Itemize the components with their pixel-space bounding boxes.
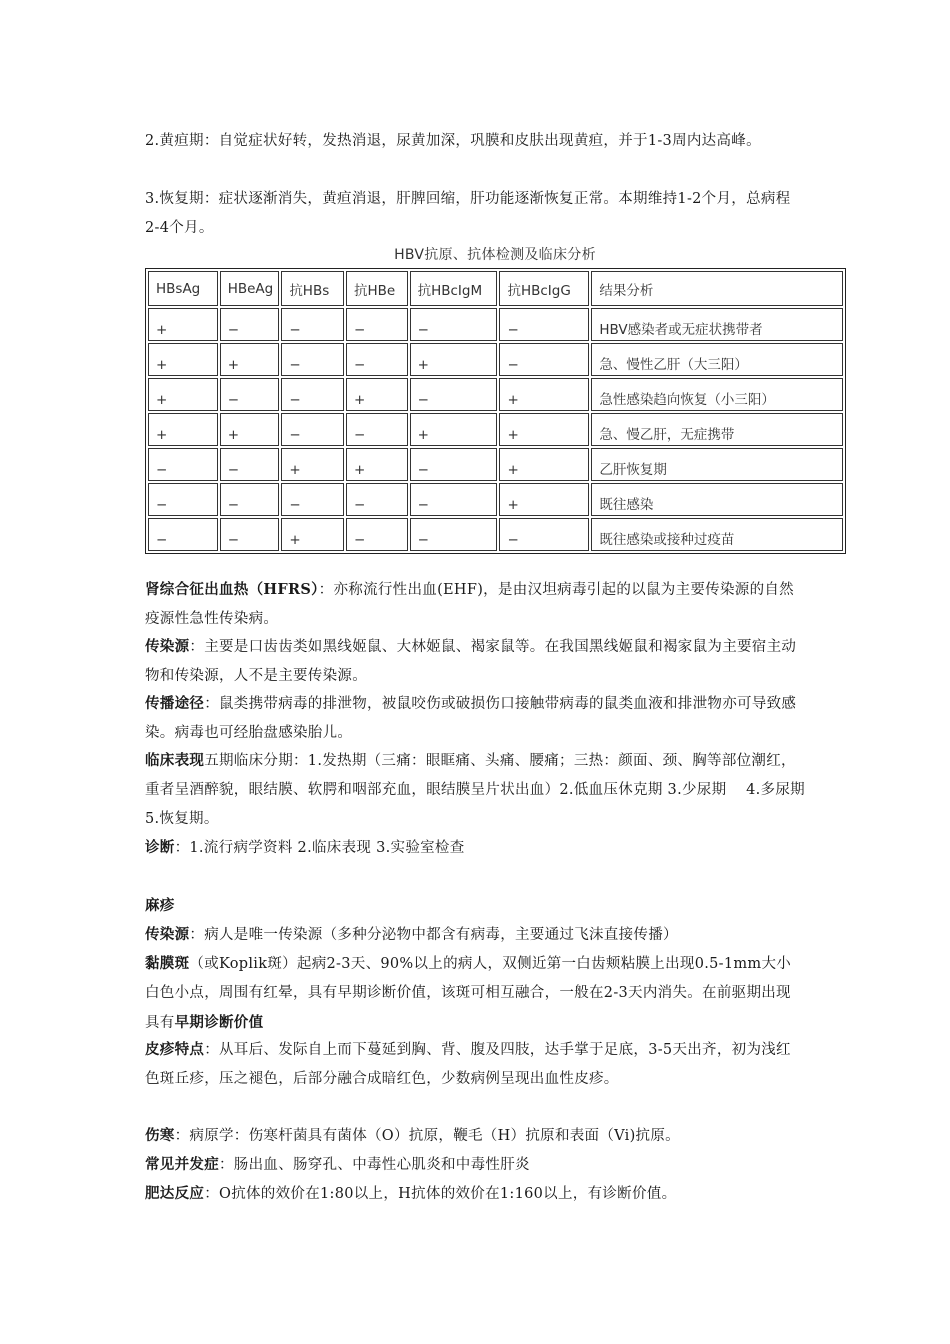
hfrs-route-text: ：鼠类携带病毒的排泄物，被鼠咬伤或破损伤口接触带病毒的鼠类血液和排泄物亦可导致感染。病毒也可经胎盘感染胎儿。 bbox=[145, 696, 797, 741]
marker-cell: − bbox=[281, 483, 344, 516]
table-header-cell: HBeAg bbox=[220, 271, 280, 306]
complications-text: ：肠出血、肠穿孔、中毒性心肌炎和中毒性肝炎 bbox=[219, 1157, 530, 1173]
table-row bbox=[148, 343, 843, 376]
marker-cell: − bbox=[148, 483, 218, 516]
measles-heading: 麻疹 bbox=[145, 897, 175, 914]
marker-cell: − bbox=[220, 448, 280, 481]
table-header-cell: 抗HBcIgM bbox=[410, 271, 498, 306]
marker-cell: + bbox=[499, 448, 589, 481]
marker-cell: − bbox=[220, 518, 280, 551]
marker-cell: + bbox=[148, 378, 218, 411]
hfrs-intro-text: ：亦称流行性出血(EHF)，是由汉坦病毒引起的以鼠为主要传染源的自然疫源性急性传染病。 bbox=[145, 582, 794, 627]
marker-cell: + bbox=[346, 378, 408, 411]
hfrs-route-term: 传播途径 bbox=[145, 695, 205, 712]
measles-source-text: ：病人是唯一传染源（多种分泌物中都含有病毒，主要通过飞沫直接传播） bbox=[189, 927, 678, 943]
measles-source-term: 传染源 bbox=[145, 926, 190, 943]
marker-cell: + bbox=[499, 413, 589, 446]
table-row bbox=[148, 448, 843, 481]
marker-cell: − bbox=[346, 483, 408, 516]
koplik-term: 黏膜斑 bbox=[145, 955, 190, 972]
marker-cell: − bbox=[410, 448, 498, 481]
hfrs-clinical-paragraph bbox=[145, 746, 820, 834]
marker-cell: − bbox=[346, 343, 408, 376]
marker-cell: − bbox=[499, 518, 589, 551]
rash-paragraph bbox=[145, 1035, 805, 1094]
marker-cell: − bbox=[346, 308, 408, 341]
marker-cell: − bbox=[410, 308, 498, 341]
hfrs-source-text: ：主要是口齿齿类如黑线姬鼠、大林姬鼠、褐家鼠等。在我国黑线姬鼠和褐家鼠为主要宿主动物和传染源，人不是主要传染源。 bbox=[145, 639, 797, 684]
widal-paragraph bbox=[145, 1179, 805, 1209]
result-analysis-cell: 急、慢乙肝，无症携带 bbox=[591, 413, 843, 446]
marker-cell: − bbox=[346, 413, 408, 446]
hbv-table bbox=[145, 268, 846, 554]
koplik-paragraph bbox=[145, 949, 805, 1038]
hfrs-term: 肾综合征出血热（HFRS） bbox=[145, 581, 319, 598]
result-analysis-cell: 既往感染或接种过疫苗 bbox=[591, 518, 843, 551]
result-analysis-cell: 既往感染 bbox=[591, 483, 843, 516]
hfrs-intro-paragraph bbox=[145, 575, 805, 634]
marker-cell: + bbox=[281, 518, 344, 551]
hfrs-route-paragraph bbox=[145, 689, 805, 748]
marker-cell: − bbox=[220, 483, 280, 516]
table-row bbox=[148, 378, 843, 411]
marker-cell: − bbox=[410, 483, 498, 516]
complications-term: 常见并发症 bbox=[145, 1156, 219, 1173]
marker-cell: + bbox=[281, 448, 344, 481]
marker-cell: + bbox=[148, 413, 218, 446]
marker-cell: − bbox=[281, 308, 344, 341]
table-header-cell: 抗HBs bbox=[281, 271, 344, 306]
marker-cell: + bbox=[346, 448, 408, 481]
jaundice-stage-paragraph: 2.黄疸期：自觉症状好转，发热消退，尿黄加深，巩膜和皮肤出现黄疸，并于1-3周内达高峰。 bbox=[145, 133, 761, 149]
marker-cell: + bbox=[220, 413, 280, 446]
hfrs-clinical-text: 五期临床分期：1.发热期（三痛：眼眶痛、头痛、腰痛；三热：颜面、颈、胸等部位潮红，重者呈酒醉貌，眼结膜、软腭和咽部充血，眼结膜呈片状出血）2.低血压休克期 3.少尿期 4.多尿期 5.恢复期。 bbox=[145, 753, 820, 827]
table-row bbox=[148, 518, 843, 551]
result-analysis-cell: 急性感染趋向恢复（小三阳） bbox=[591, 378, 843, 411]
hfrs-diagnosis-text: ：1.流行病学资料 2.临床表现 3.实验室检查 bbox=[174, 840, 465, 856]
rash-text: ：从耳后、发际自上而下蔓延到胸、背、腹及四肢，达手掌于足底，3-5天出齐，初为浅红色斑丘疹，压之褪色，后部分融合成暗红色，少数病例呈现出血性皮疹。 bbox=[145, 1042, 791, 1087]
marker-cell: + bbox=[410, 413, 498, 446]
marker-cell: − bbox=[410, 518, 498, 551]
widal-text: ：O抗体的效价在1:80以上，H抗体的效价在1:160以上，有诊断价值。 bbox=[204, 1186, 677, 1202]
marker-cell: + bbox=[499, 483, 589, 516]
koplik-bold-text: 早期诊断价值 bbox=[174, 1014, 264, 1031]
table-header-cell: 结果分析 bbox=[591, 271, 843, 306]
measles-source-paragraph bbox=[145, 920, 805, 950]
recovery-stage-paragraph: 3.恢复期：症状逐渐消失，黄疸消退，肝脾回缩，肝功能逐渐恢复正常。本期维持1-2个月，总病程2-4个月。 bbox=[145, 191, 791, 236]
table-row bbox=[148, 483, 843, 516]
marker-cell: − bbox=[281, 413, 344, 446]
marker-cell: − bbox=[148, 448, 218, 481]
typhoid-term: 伤寒 bbox=[145, 1127, 175, 1144]
marker-cell: − bbox=[148, 518, 218, 551]
hfrs-diagnosis-term: 诊断 bbox=[145, 839, 175, 856]
marker-cell: − bbox=[499, 343, 589, 376]
table-header-row bbox=[148, 271, 843, 306]
typhoid-paragraph bbox=[145, 1121, 805, 1151]
widal-term: 肥达反应 bbox=[145, 1185, 205, 1202]
table-row bbox=[148, 308, 843, 341]
result-analysis-cell: 急、慢性乙肝（大三阳） bbox=[591, 343, 843, 376]
typhoid-text: ：病原学：伤寒杆菌具有菌体（O）抗原，鞭毛（H）抗原和表面（Vi)抗原。 bbox=[174, 1128, 680, 1144]
result-analysis-cell: HBV感染者或无症状携带者 bbox=[591, 308, 843, 341]
marker-cell: + bbox=[220, 343, 280, 376]
complications-paragraph bbox=[145, 1150, 805, 1180]
marker-cell: − bbox=[499, 308, 589, 341]
rash-term: 皮疹特点 bbox=[145, 1041, 205, 1058]
hfrs-source-paragraph bbox=[145, 632, 805, 691]
hfrs-source-term: 传染源 bbox=[145, 638, 190, 655]
marker-cell: − bbox=[281, 343, 344, 376]
marker-cell: − bbox=[281, 378, 344, 411]
table-header-cell: 抗HBcIgG bbox=[499, 271, 589, 306]
table-row bbox=[148, 413, 843, 446]
marker-cell: + bbox=[148, 343, 218, 376]
table-caption: HBV抗原、抗体检测及临床分析 bbox=[394, 247, 596, 263]
hfrs-diagnosis-paragraph bbox=[145, 833, 805, 863]
marker-cell: + bbox=[410, 343, 498, 376]
table-header-cell: HBsAg bbox=[148, 271, 218, 306]
marker-cell: − bbox=[410, 378, 498, 411]
marker-cell: + bbox=[148, 308, 218, 341]
marker-cell: − bbox=[346, 518, 408, 551]
koplik-text: （或Koplik斑）起病2-3天、90%以上的病人，双侧近第一白齿颊粘膜上出现0.5-1mm大小白色小点，周围有红晕，具有早期诊断价值，该斑可相互融合，一般在2-3天内消失。在前驱期出现 具有 bbox=[145, 956, 792, 1031]
table-header-cell: 抗HBe bbox=[346, 271, 408, 306]
marker-cell: − bbox=[220, 378, 280, 411]
marker-cell: − bbox=[220, 308, 280, 341]
result-analysis-cell: 乙肝恢复期 bbox=[591, 448, 843, 481]
marker-cell: + bbox=[499, 378, 589, 411]
hfrs-clinical-term: 临床表现 bbox=[145, 752, 205, 769]
